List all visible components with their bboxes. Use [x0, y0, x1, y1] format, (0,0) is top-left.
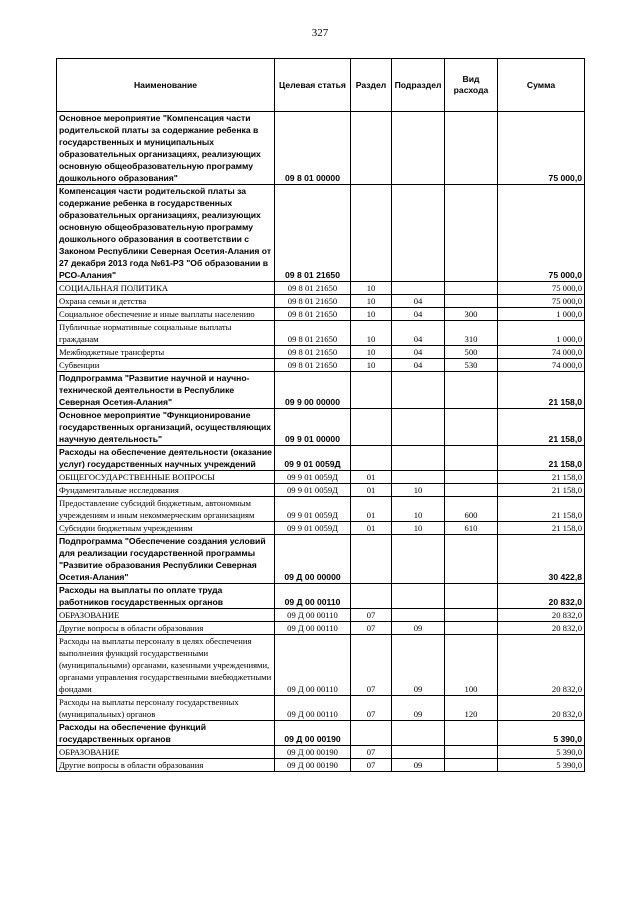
cell-code: 09 Д 00 00190: [275, 721, 351, 746]
cell-sum: 21 158,0: [498, 484, 585, 497]
cell-name: Компенсация части родительской платы за содержание ребенка в государственных образовательных организациях, реализующих основную общеобразовательную программу дошкольного образования в соответствии с Законом Республики Северная Осетия-Алания от 27 декабря 2013 года №61-РЗ "Об образовании в РСО-Алания": [57, 185, 275, 282]
cell-subsection: 10: [392, 484, 445, 497]
cell-name: Основное мероприятие "Функционирование государственных организаций, осуществляющих научную деятельность": [57, 409, 275, 446]
cell-kind: [445, 372, 498, 409]
cell-section: [351, 112, 392, 185]
cell-kind: 100: [445, 635, 498, 696]
page-number: 327: [311, 27, 329, 39]
cell-sum: 20 832,0: [498, 696, 585, 721]
cell-section: [351, 721, 392, 746]
cell-name: Публичные нормативные социальные выплаты гражданам: [57, 321, 275, 346]
budget-table: [56, 58, 585, 772]
table-body: [57, 112, 585, 772]
cell-sum: 21 158,0: [498, 446, 585, 471]
cell-name: Расходы на выплаты по оплате труда работников государственных органов: [57, 584, 275, 609]
cell-subsection: [392, 584, 445, 609]
table-row: [57, 409, 585, 446]
cell-kind: [445, 282, 498, 295]
cell-kind: [445, 721, 498, 746]
cell-subsection: 09: [392, 759, 445, 772]
cell-name: Подпрограмма "Развитие научной и научно-технической деятельности в Республике Северная Осетия-Алания": [57, 372, 275, 409]
cell-subsection: [392, 409, 445, 446]
cell-sum: 21 158,0: [498, 409, 585, 446]
cell-subsection: [392, 185, 445, 282]
cell-subsection: 09: [392, 635, 445, 696]
cell-name: Фундаментальные исследования: [57, 484, 275, 497]
cell-kind: [445, 446, 498, 471]
table-row: [57, 308, 585, 321]
table-row: [57, 696, 585, 721]
cell-sum: 75 000,0: [498, 295, 585, 308]
cell-kind: 500: [445, 346, 498, 359]
table-row: [57, 522, 585, 535]
cell-subsection: [392, 372, 445, 409]
cell-code: 09 8 01 21650: [275, 282, 351, 295]
cell-section: 01: [351, 471, 392, 484]
cell-sum: 21 158,0: [498, 372, 585, 409]
table-row: [57, 535, 585, 584]
cell-section: 10: [351, 359, 392, 372]
cell-kind: [445, 484, 498, 497]
table-row: [57, 746, 585, 759]
cell-kind: 600: [445, 497, 498, 522]
header-sum: Сумма: [498, 59, 585, 112]
cell-sum: 30 422,8: [498, 535, 585, 584]
cell-code: 09 8 01 21650: [275, 308, 351, 321]
table-row: [57, 471, 585, 484]
cell-name: ОБРАЗОВАНИЕ: [57, 746, 275, 759]
header-code: Целевая статья: [275, 59, 351, 112]
cell-sum: 20 832,0: [498, 584, 585, 609]
cell-kind: 300: [445, 308, 498, 321]
table-row: [57, 282, 585, 295]
cell-name: Охрана семьи и детства: [57, 295, 275, 308]
cell-code: 09 Д 00 00190: [275, 759, 351, 772]
cell-subsection: 04: [392, 308, 445, 321]
cell-subsection: 04: [392, 295, 445, 308]
cell-code: 09 8 01 21650: [275, 295, 351, 308]
cell-section: [351, 185, 392, 282]
cell-code: 09 9 00 00000: [275, 372, 351, 409]
cell-section: 10: [351, 282, 392, 295]
cell-kind: [445, 622, 498, 635]
cell-section: 07: [351, 635, 392, 696]
cell-name: Подпрограмма "Обеспечение создания условий для реализации государственной программы "Развитие образования Республики Северная Осетия-Алания": [57, 535, 275, 584]
cell-section: [351, 584, 392, 609]
header-kind: Вид расхода: [445, 59, 498, 112]
cell-code: 09 9 01 0059Д: [275, 522, 351, 535]
cell-kind: [445, 185, 498, 282]
cell-code: 09 8 01 21650: [275, 359, 351, 372]
cell-subsection: 04: [392, 346, 445, 359]
cell-subsection: [392, 446, 445, 471]
cell-code: 09 Д 00 00110: [275, 622, 351, 635]
cell-kind: [445, 746, 498, 759]
cell-subsection: 04: [392, 321, 445, 346]
cell-subsection: 09: [392, 622, 445, 635]
cell-sum: 21 158,0: [498, 471, 585, 484]
cell-subsection: [392, 112, 445, 185]
cell-code: 09 9 01 00000: [275, 409, 351, 446]
cell-sum: 75 000,0: [498, 112, 585, 185]
header-subsection: Подраздел: [392, 59, 445, 112]
cell-name: Субсидии бюджетным учреждениям: [57, 522, 275, 535]
cell-sum: 1 000,0: [498, 321, 585, 346]
cell-section: [351, 446, 392, 471]
cell-kind: 530: [445, 359, 498, 372]
cell-name: Расходы на выплаты персоналу в целях обеспечения выполнения функций государственными (муниципальными) органами, казенными учреждениями, органами управления государственными внебюджетными фондами: [57, 635, 275, 696]
cell-subsection: [392, 609, 445, 622]
cell-name: Другие вопросы в области образования: [57, 759, 275, 772]
cell-section: 10: [351, 321, 392, 346]
cell-sum: 74 000,0: [498, 346, 585, 359]
cell-section: [351, 535, 392, 584]
cell-code: 09 9 01 0059Д: [275, 484, 351, 497]
table-row: [57, 484, 585, 497]
cell-subsection: [392, 535, 445, 584]
cell-subsection: [392, 721, 445, 746]
table-row: [57, 112, 585, 185]
cell-sum: 21 158,0: [498, 497, 585, 522]
table-row: [57, 446, 585, 471]
cell-kind: [445, 609, 498, 622]
header-name: Наименование: [57, 59, 275, 112]
cell-section: 10: [351, 295, 392, 308]
header-section: Раздел: [351, 59, 392, 112]
cell-code: 09 Д 00 00110: [275, 696, 351, 721]
cell-name: Социальное обеспечение и иные выплаты населению: [57, 308, 275, 321]
cell-code: 09 Д 00 00110: [275, 635, 351, 696]
table-row: [57, 295, 585, 308]
cell-subsection: 10: [392, 522, 445, 535]
cell-code: 09 Д 00 00190: [275, 746, 351, 759]
table-row: [57, 609, 585, 622]
cell-kind: 120: [445, 696, 498, 721]
cell-name: Расходы на выплаты персоналу государственных (муниципальных) органов: [57, 696, 275, 721]
cell-name: ОБЩЕГОСУДАРСТВЕННЫЕ ВОПРОСЫ: [57, 471, 275, 484]
cell-code: 09 9 01 0059Д: [275, 471, 351, 484]
cell-section: [351, 409, 392, 446]
cell-name: ОБРАЗОВАНИЕ: [57, 609, 275, 622]
cell-section: 10: [351, 346, 392, 359]
table-row: [57, 346, 585, 359]
table-row: [57, 372, 585, 409]
cell-code: 09 9 01 0059Д: [275, 446, 351, 471]
cell-sum: 75 000,0: [498, 282, 585, 295]
cell-sum: 74 000,0: [498, 359, 585, 372]
cell-kind: [445, 409, 498, 446]
cell-kind: [445, 535, 498, 584]
cell-subsection: [392, 282, 445, 295]
table-row: [57, 359, 585, 372]
cell-kind: 610: [445, 522, 498, 535]
cell-name: Межбюджетные трансферты: [57, 346, 275, 359]
cell-section: 01: [351, 484, 392, 497]
table-row: [57, 321, 585, 346]
table-row: [57, 622, 585, 635]
table-row: [57, 497, 585, 522]
cell-code: 09 8 01 21650: [275, 346, 351, 359]
cell-kind: [445, 759, 498, 772]
cell-code: 09 8 01 21650: [275, 321, 351, 346]
table-row: [57, 635, 585, 696]
cell-name: Расходы на обеспечение функций государственных органов: [57, 721, 275, 746]
cell-sum: 5 390,0: [498, 746, 585, 759]
cell-sum: 21 158,0: [498, 522, 585, 535]
cell-sum: 20 832,0: [498, 609, 585, 622]
cell-subsection: 04: [392, 359, 445, 372]
cell-name: Предоставление субсидий бюджетным, автономным учреждениям и иным некоммерческим организациям: [57, 497, 275, 522]
cell-kind: [445, 295, 498, 308]
cell-section: 07: [351, 696, 392, 721]
cell-subsection: [392, 746, 445, 759]
cell-section: 07: [351, 746, 392, 759]
cell-sum: 5 390,0: [498, 759, 585, 772]
table-row: [57, 584, 585, 609]
cell-name: Основное мероприятие "Компенсация части родительской платы за содержание ребенка в государственных и муниципальных образовательных организациях, реализующих основную общеобразовательную программу дошкольного образования": [57, 112, 275, 185]
cell-sum: 20 832,0: [498, 635, 585, 696]
cell-code: 09 Д 00 00110: [275, 609, 351, 622]
cell-kind: [445, 584, 498, 609]
table-header-row: [57, 59, 585, 112]
cell-section: 01: [351, 497, 392, 522]
cell-code: 09 Д 00 00000: [275, 535, 351, 584]
cell-kind: [445, 112, 498, 185]
cell-section: 01: [351, 522, 392, 535]
cell-section: 07: [351, 609, 392, 622]
cell-code: 09 9 01 0059Д: [275, 497, 351, 522]
cell-code: 09 8 01 00000: [275, 112, 351, 185]
cell-section: 07: [351, 622, 392, 635]
cell-sum: 20 832,0: [498, 622, 585, 635]
table-row: [57, 759, 585, 772]
cell-name: СОЦИАЛЬНАЯ ПОЛИТИКА: [57, 282, 275, 295]
table-row: [57, 721, 585, 746]
cell-name: Другие вопросы в области образования: [57, 622, 275, 635]
cell-sum: 75 000,0: [498, 185, 585, 282]
cell-code: 09 Д 00 00110: [275, 584, 351, 609]
cell-subsection: [392, 471, 445, 484]
cell-name: Расходы на обеспечение деятельности (оказание услуг) государственных научных учреждений: [57, 446, 275, 471]
cell-subsection: 09: [392, 696, 445, 721]
cell-section: [351, 372, 392, 409]
cell-kind: [445, 471, 498, 484]
cell-sum: 5 390,0: [498, 721, 585, 746]
cell-subsection: 10: [392, 497, 445, 522]
table-row: [57, 185, 585, 282]
cell-sum: 1 000,0: [498, 308, 585, 321]
cell-kind: 310: [445, 321, 498, 346]
cell-code: 09 8 01 21650: [275, 185, 351, 282]
cell-name: Субвенции: [57, 359, 275, 372]
cell-section: 07: [351, 759, 392, 772]
cell-section: 10: [351, 308, 392, 321]
